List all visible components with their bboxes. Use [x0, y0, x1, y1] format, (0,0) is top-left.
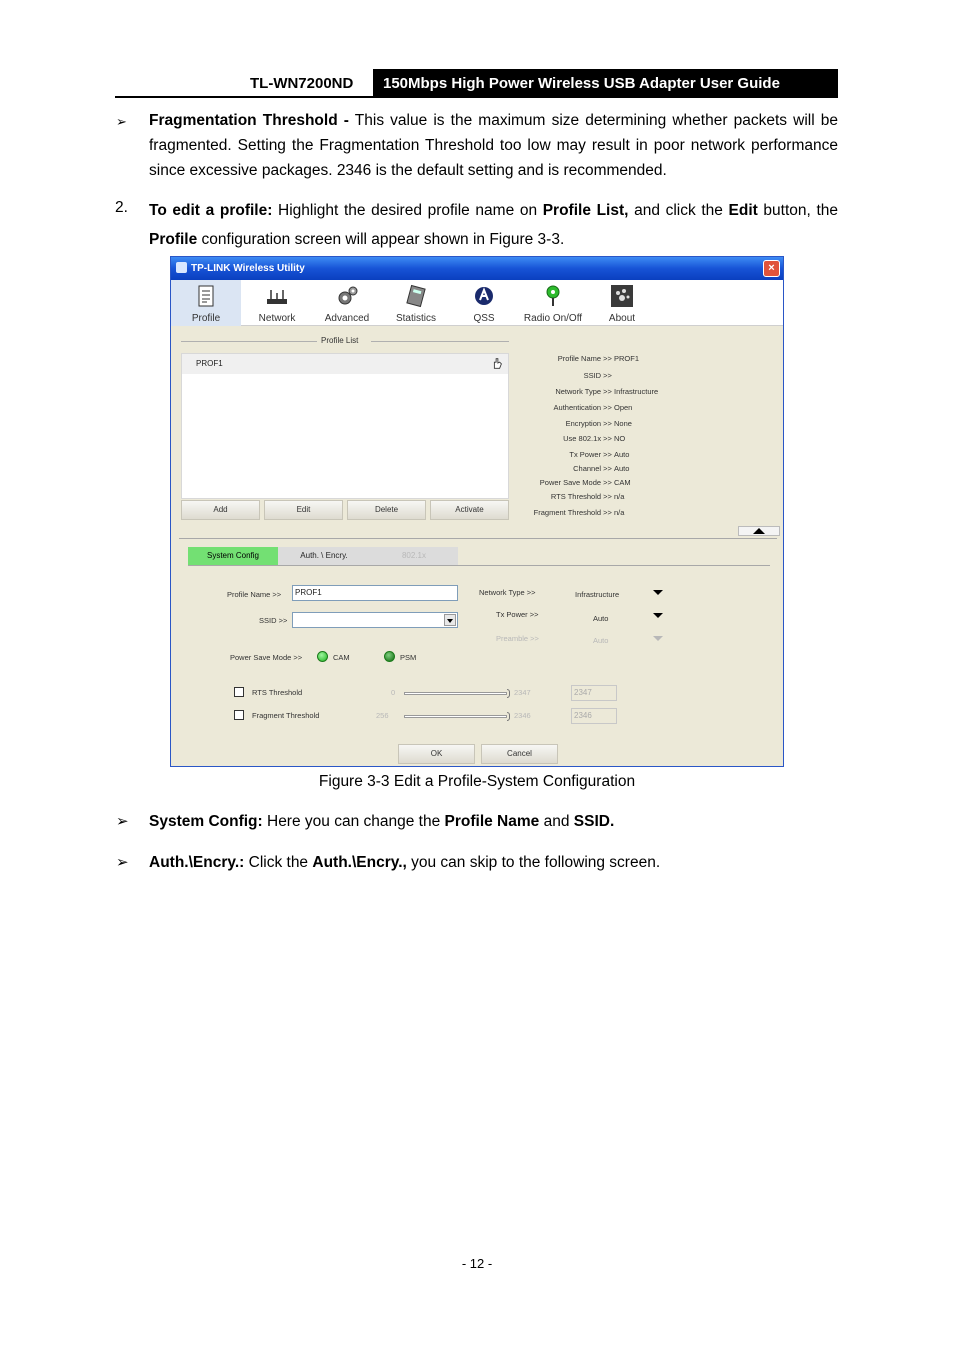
step2-bold-2: Edit	[728, 202, 758, 219]
tab-system-config[interactable]: System Config	[188, 547, 278, 565]
info-value: n/a	[614, 508, 625, 517]
advanced-icon	[335, 284, 359, 308]
edit-button[interactable]: Edit	[264, 500, 343, 520]
sysconfig-bold-2: SSID.	[573, 813, 615, 830]
ssid-label: SSID >>	[259, 616, 288, 625]
toolbar-label: Network	[258, 313, 296, 324]
preamble-dropdown-icon	[653, 636, 663, 641]
step2-bold-3: Profile	[149, 231, 198, 248]
info-value: None	[614, 419, 632, 428]
info-row	[563, 434, 625, 443]
ssid-combo[interactable]	[292, 612, 458, 628]
info-row	[555, 387, 658, 396]
tx-power-dropdown-icon[interactable]	[653, 613, 663, 618]
network-type-label: Network Type >>	[479, 588, 536, 597]
toolbar-about[interactable]	[591, 280, 653, 326]
sysconfig-paragraph	[149, 809, 838, 834]
info-value: PROF1	[614, 354, 640, 363]
toolbar-network[interactable]	[243, 280, 311, 326]
fragment-slider[interactable]	[404, 715, 507, 718]
fragment-min: 256	[376, 711, 389, 720]
sysconfig-bold-1: Profile Name	[444, 813, 540, 830]
toolbar-label: Statistics	[395, 313, 436, 324]
header-model: TL-WN7200ND	[250, 75, 354, 92]
profile-icon	[194, 284, 218, 308]
preamble-label: Preamble >>	[496, 634, 539, 643]
rts-slider-thumb[interactable]	[507, 689, 510, 698]
toolbar-profile[interactable]	[171, 280, 241, 326]
info-value: n/a	[614, 492, 625, 501]
info-value: CAM	[614, 478, 631, 487]
radio-icon	[541, 284, 565, 308]
cam-radio[interactable]	[317, 651, 328, 662]
sysconfig-text-1: Here you can change the	[262, 813, 445, 830]
toolbar-label: Advanced	[324, 313, 370, 324]
auth-text-1: Click the	[244, 854, 313, 871]
cancel-button[interactable]: Cancel	[481, 744, 558, 764]
fragment-max: 2346	[514, 711, 531, 720]
network-type-value[interactable]: Infrastructure	[575, 590, 620, 599]
rts-checkbox[interactable]	[234, 687, 244, 697]
collapse-up-icon	[753, 528, 765, 534]
info-row	[558, 354, 639, 363]
fragment-slider-thumb[interactable]	[507, 712, 510, 721]
toolbar-advanced[interactable]	[313, 280, 381, 326]
toolbar-label: Radio On/Off	[523, 313, 583, 324]
toolbar-label: About	[608, 313, 636, 324]
app-icon	[176, 262, 187, 273]
toolbar-label: QSS	[473, 313, 495, 324]
info-value: Auto	[614, 450, 630, 459]
info-value: Infrastructure	[614, 387, 659, 396]
figure-caption: Figure 3-3 Edit a Profile-System Configuration	[318, 773, 636, 790]
step2-text-2: and click the	[628, 202, 729, 219]
section-divider	[179, 538, 777, 539]
info-value: NO	[614, 434, 626, 443]
activate-button[interactable]: Activate	[430, 500, 509, 520]
utility-window	[170, 256, 784, 767]
toolbar	[171, 280, 783, 326]
auth-bold-1: Auth.\Encry.,	[312, 854, 407, 871]
info-value: Auto	[614, 464, 630, 473]
about-icon	[610, 284, 634, 308]
toolbar-radio[interactable]	[517, 280, 589, 326]
step2-text-4: configuration screen will appear shown in Figure 3-3.	[197, 231, 565, 248]
rts-value-field[interactable]: 2347	[571, 685, 617, 701]
chevron-down-icon[interactable]	[444, 614, 456, 626]
info-row	[573, 464, 629, 473]
toolbar-statistics[interactable]	[383, 280, 449, 326]
hand-icon	[490, 356, 504, 370]
tab-underline	[188, 565, 770, 566]
info-label: RTS Threshold >>	[550, 492, 614, 501]
info-label: Fragment Threshold >>	[533, 508, 614, 517]
fragment-value-field[interactable]: 2346	[571, 708, 617, 724]
rts-min: 0	[391, 688, 396, 697]
statistics-icon	[404, 284, 428, 308]
network-type-dropdown-icon[interactable]	[653, 590, 663, 595]
step2-paragraph	[149, 196, 838, 254]
header-rule	[115, 96, 838, 98]
info-row	[569, 450, 629, 459]
header-title: 150Mbps High Power Wireless USB Adapter User Guide	[373, 69, 838, 97]
rts-max: 2347	[514, 688, 531, 697]
legend-line	[371, 341, 509, 342]
info-label: Encryption >>	[565, 419, 614, 428]
tab-auth-encry[interactable]: Auth. \ Encry.	[278, 547, 370, 565]
frag-paragraph	[149, 108, 838, 183]
info-label: Tx Power >>	[569, 450, 614, 459]
profile-list[interactable]	[181, 353, 509, 499]
profile-list-row[interactable]	[182, 354, 508, 374]
info-label: SSID >>	[583, 371, 614, 380]
info-label: Use 802.1x >>	[563, 434, 614, 443]
profile-row-name: PROF1	[196, 359, 223, 368]
auth-term: Auth.\Encry.:	[149, 854, 245, 871]
step-number: 2.	[115, 199, 128, 216]
info-row	[584, 371, 614, 380]
info-label: Network Type >>	[555, 387, 614, 396]
step2-bold-1: Profile List,	[542, 202, 629, 219]
ok-button[interactable]: OK	[398, 744, 475, 764]
fragment-checkbox[interactable]	[234, 710, 244, 720]
close-button[interactable]: ×	[763, 260, 780, 277]
auth-paragraph	[149, 850, 838, 875]
psm-label: PSM	[400, 653, 417, 662]
bullet-marker: ➢	[116, 854, 129, 871]
sysconfig-term: System Config:	[149, 813, 263, 830]
add-button[interactable]: Add	[181, 500, 260, 520]
profile-list-label: Profile List	[321, 336, 359, 345]
profile-name-label: Profile Name >>	[227, 590, 282, 599]
info-label: Channel >>	[573, 464, 614, 473]
info-value: Open	[614, 403, 633, 412]
info-row	[554, 403, 633, 412]
info-label: Power Save Mode >>	[539, 478, 614, 487]
cam-label: CAM	[333, 653, 350, 662]
sysconfig-text-2: and	[539, 813, 574, 830]
step2-lead: To edit a profile:	[149, 202, 273, 219]
window-title: TP-LINK Wireless Utility	[191, 263, 305, 274]
tx-power-label: Tx Power >>	[496, 610, 539, 619]
delete-button[interactable]: Delete	[347, 500, 426, 520]
info-label: Profile Name >>	[557, 354, 614, 363]
info-row	[540, 478, 631, 487]
preamble-value: Auto	[593, 636, 609, 645]
fragment-label: Fragment Threshold	[252, 711, 320, 720]
qss-icon	[472, 284, 496, 308]
rts-label: RTS Threshold	[252, 688, 303, 697]
info-label: Authentication >>	[553, 403, 614, 412]
bullet-marker: ➢	[116, 813, 129, 830]
frag-term: Fragmentation Threshold -	[149, 112, 349, 129]
psm-radio[interactable]	[384, 651, 395, 662]
info-row	[551, 492, 625, 501]
step2-text-1: Highlight the desired profile name on	[272, 202, 543, 219]
collapse-button[interactable]	[738, 526, 780, 536]
network-icon	[265, 284, 289, 308]
tx-power-value[interactable]: Auto	[593, 614, 609, 623]
window-titlebar[interactable]	[171, 257, 783, 280]
rts-slider[interactable]	[404, 692, 507, 695]
toolbar-label: Profile	[191, 313, 221, 324]
info-row	[534, 508, 625, 517]
profile-name-input[interactable]: PROF1	[292, 585, 458, 601]
info-row	[566, 419, 632, 428]
auth-text-2: you can skip to the following screen.	[406, 854, 661, 871]
power-save-label: Power Save Mode >>	[230, 653, 303, 662]
frag-text: This value is the maximum size determining whether packets will be fragmented. Setting the Fragmentation Threshold too low may result in poor network performance since excessive packages. 2346 is the default setting and is recommended.	[149, 112, 839, 179]
tab-8021x[interactable]: 802.1x	[370, 547, 458, 565]
step2-text-3: button, the	[757, 202, 839, 219]
toolbar-qss[interactable]	[451, 280, 517, 326]
page-number: - 12 -	[461, 1256, 493, 1271]
bullet-marker: ➢	[116, 114, 127, 129]
legend-line	[181, 341, 317, 342]
